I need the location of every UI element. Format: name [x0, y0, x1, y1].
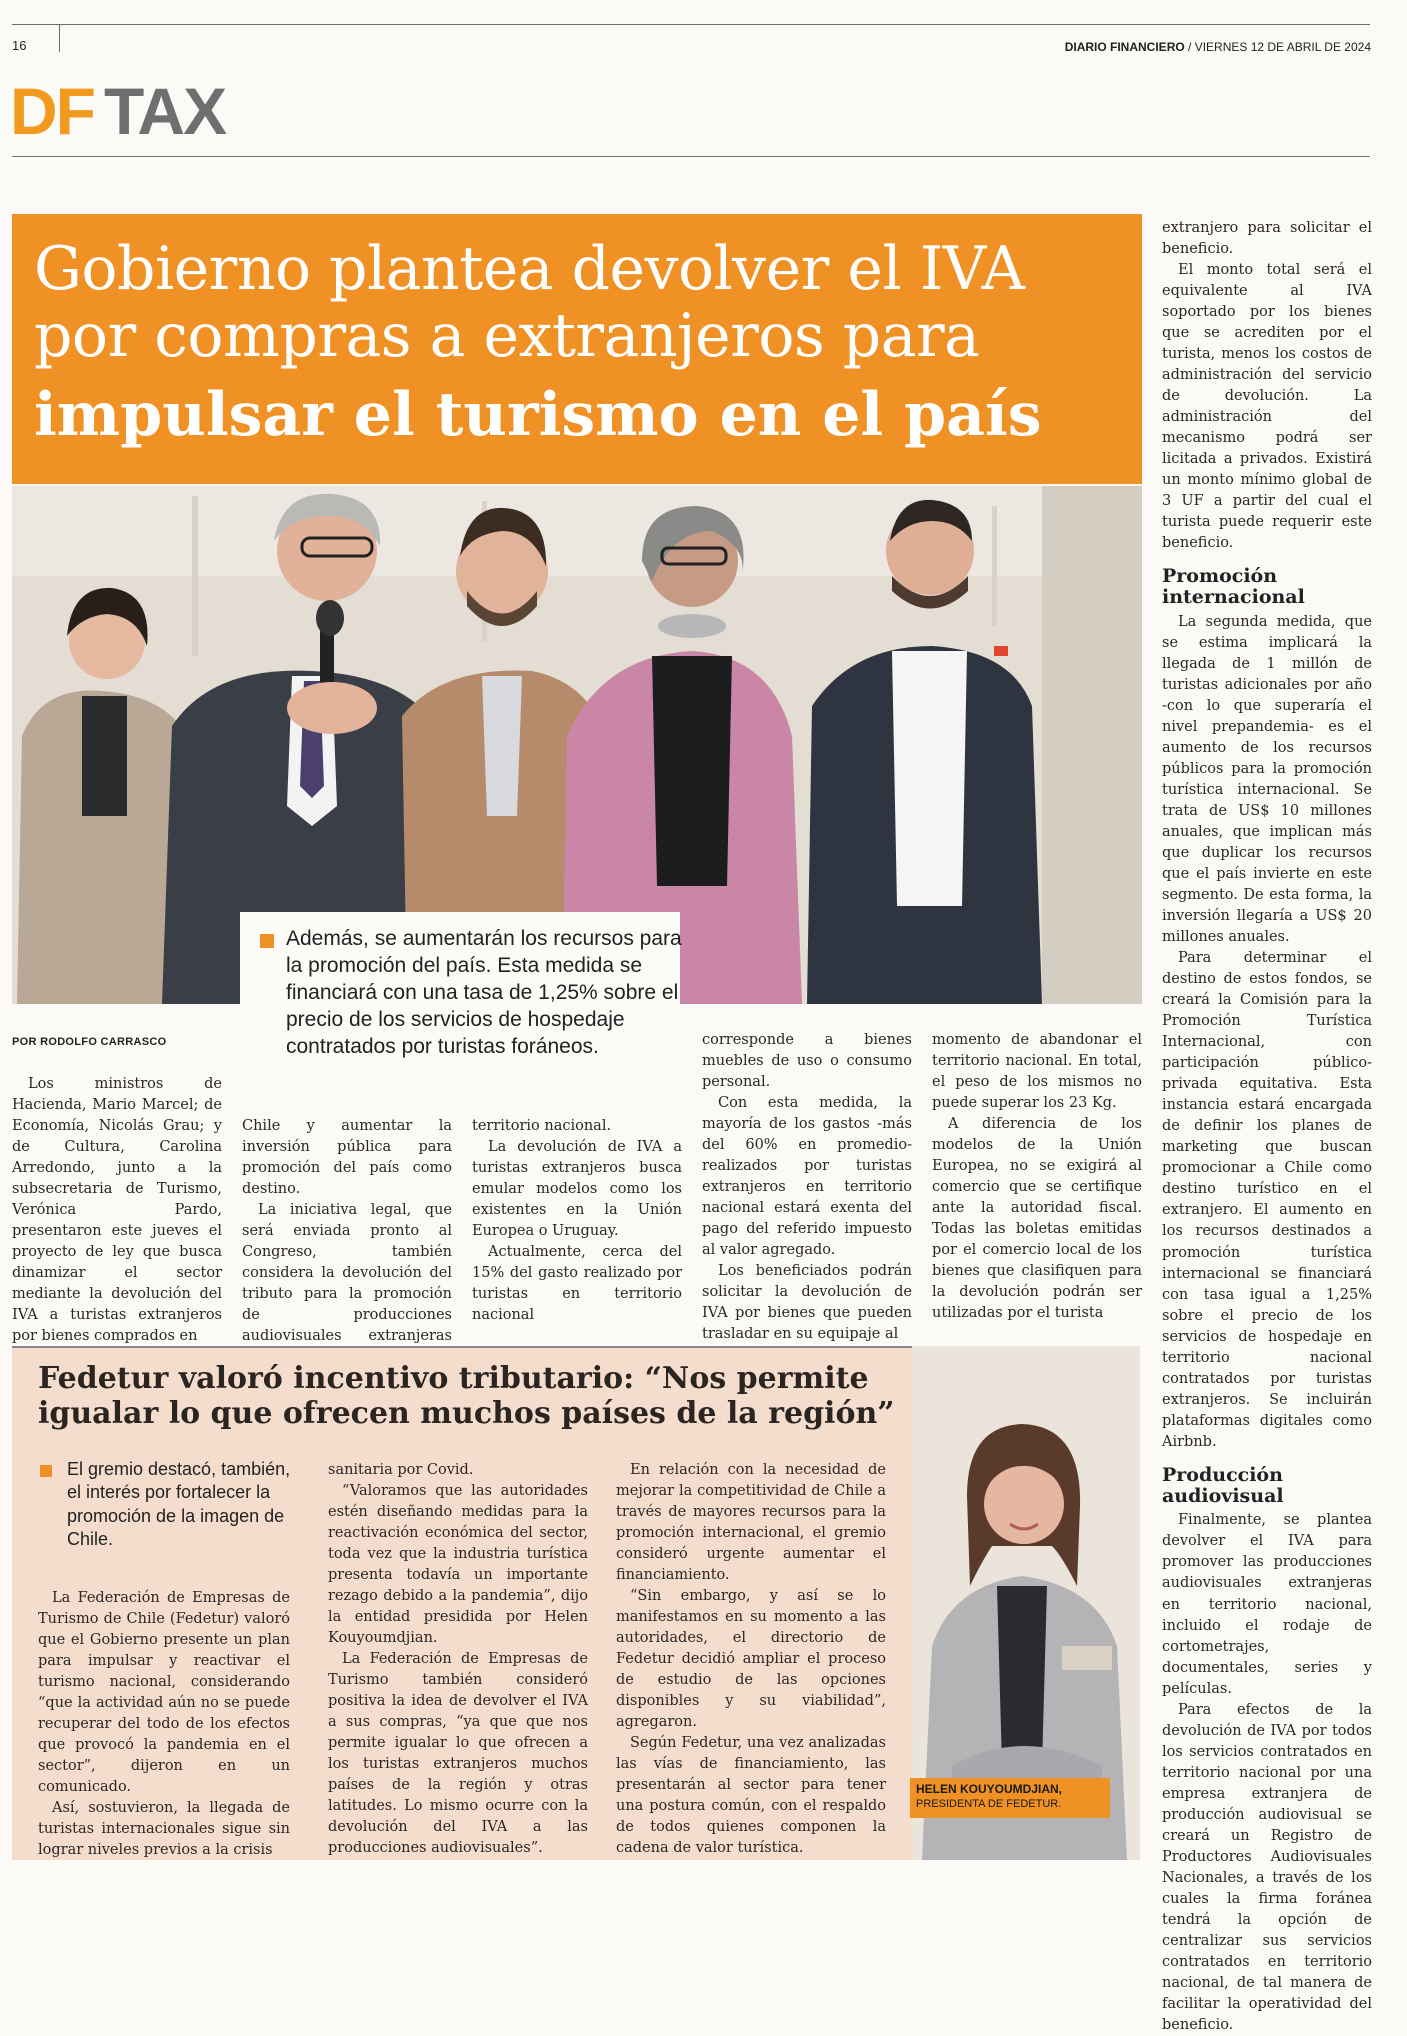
sidebar-column-2 — [328, 1460, 588, 1859]
subheading-produccion: Producción audiovisual — [1162, 1463, 1284, 1507]
paragraph: La devolución de IVA a turistas extranjeros busca emular modelos como los existentes en la Unión Europea o Uruguay. — [472, 1139, 682, 1240]
paragraph: Con esta medida, la mayoría de los gastos -más del 60% en promedio- realizados por turistas extranjeros en territorio nacional estará exenta del pago del referido impuesto al valor agregado. — [702, 1095, 912, 1259]
article-column-3 — [472, 1116, 682, 1326]
paragraph: momento de abandonar el territorio nacional. En total, el peso de los mismos no puede superar los 23 Kg. — [932, 1032, 1142, 1112]
sidebar-rule — [12, 1346, 912, 1348]
sidebar-lead: El gremio destacó, también, el interés por fortalecer la promoción de la imagen de Chile. — [67, 1459, 291, 1550]
byline: POR RODOLFO CARRASCO — [12, 1036, 167, 1048]
paragraph: Así, sostuvieron, la llegada de turistas internacionales sigue sin lograr niveles previos a la crisis — [38, 1800, 290, 1859]
article-column-2 — [242, 1116, 452, 1368]
paragraph: Chile y aumentar la inversión pública para promoción del país como destino. — [242, 1118, 452, 1198]
paragraph: La iniciativa legal, que será enviada pronto al Congreso, también considera la devolución del tributo para la promoción de producciones audiovisuales extranjeras — [242, 1202, 452, 1345]
logo-df: DF — [10, 74, 94, 148]
paragraph: Según Fedetur, una vez analizadas las vías de financiamiento, las presentarán al sector para tener una postura común, con el respaldo de todos quienes componen la cadena de valor turística. — [616, 1735, 886, 1857]
article-right-column — [1162, 218, 1372, 2036]
paragraph: El monto total será el equivalente al IVA soportado por los bienes que se acrediten por el turista, menos los costos de administración del servicio de devolución. La administración del mecanismo podrá ser licitada a privados. Existirá un monto mínimo global de 3 UF a partir del cual el turista puede requerir este beneficio. — [1162, 262, 1372, 552]
sidebar-title: Fedetur valoró incentivo tributario: “Nos permite igualar lo que ofrecen muchos países de la región” — [38, 1361, 895, 1431]
paragraph: corresponde a bienes muebles de uso o consumo personal. — [702, 1032, 912, 1091]
logo-tax: TAX — [103, 74, 226, 148]
paragraph: Para determinar el destino de estos fondos, se creará la Comisión para la Promoción Turística Internacional, con participación público-privada equitativa. Esta instancia estará encargada de definir los planes de marketing que buscan promocionar a Chile como destino turístico en el extranjero. El aumento en los recursos destinados a promoción turística internacional se financiará con tasa igual a 1,25% sobre el precio de los servicios de hospedaje en territorio nacional contratados por turistas extranjeros. Se incluirán plataformas digitales como Airbnb. — [1162, 950, 1372, 1450]
paragraph: Los ministros de Hacienda, Mario Marcel; de Economía, Nicolás Grau; y de Cultura, Carolina Arredondo, junto a la subsecretaria de Turismo, Verónica Pardo, presentaron este jueves el proyecto de ley que busca dinamizar el sector mediante la devolución del IVA a turistas extranjeros por bienes comprados en — [12, 1076, 222, 1345]
bullet-square-icon — [40, 1465, 52, 1477]
paragraph: extranjero para solicitar el beneficio. — [1162, 220, 1372, 258]
article-column-4 — [702, 1030, 912, 1345]
paragraph: sanitaria por Covid. — [328, 1462, 474, 1478]
paragraph: Actualmente, cerca del 15% del gasto realizado por turistas en territorio nacional — [472, 1244, 682, 1324]
subheading-promocion: Promoción internacional — [1162, 565, 1305, 609]
headline — [34, 236, 1025, 370]
caption-name: HELEN KOUYOUMDJIAN, — [916, 1782, 1063, 1796]
sidebar-column-1 — [38, 1588, 290, 1861]
paragraph: La Federación de Empresas de Turismo también consideró positiva la idea de devolver el IVA a sus compras, “ya que que nos permite igualar lo que ofrecen a los turistas extranjeros muchos países de la región y otras latitudes. Lo mismo ocurre con la devolución del IVA a las producciones audiovisuales”. — [328, 1651, 588, 1857]
issue-date: / VIERNES 12 DE ABRIL DE 2024 — [1184, 40, 1371, 54]
page-number: 16 — [12, 38, 27, 53]
paragraph: Finalmente, se plantea devolver el IVA para promover las producciones audiovisuales extranjeras en territorio nacional, incluido el rodaje de cortometrajes, documentales, series y películas. — [1162, 1512, 1372, 1697]
pull-quote: Además, se aumentarán los recursos para la promoción del país. Esta medida se financiará con una tasa de 1,25% sobre el precio de los servicios de hospedaje contratados por turistas foráneos. — [286, 927, 682, 1058]
top-rule — [12, 24, 1370, 25]
article-column-1 — [12, 1074, 222, 1347]
paragraph: La segunda medida, que se estima implicará la llegada de 1 millón de turistas adicionales por año -con lo que superaría el nivel prepandemia- es el aumento de los recursos públicos para la promoción turística internacional. Se trata de US$ 10 millones anuales, que implican más que duplicar los recursos que el país invierte en este segmento. De esta forma, la inversión llegaría a US$ 20 millones anuales. — [1162, 614, 1372, 946]
paragraph: Los beneficiados podrán solicitar la devolución de IVA por bienes que pueden trasladar en su equipaje al — [702, 1263, 912, 1343]
section-logo — [10, 74, 226, 148]
masthead — [1065, 40, 1371, 54]
paragraph: Para efectos de la devolución de IVA por todos los servicios contratados en territorio nacional por una empresa extranjera de producción audiovisual se creará un Registro de Productores Audiovisuales Nacionales, a través de los cuales la firma foránea tendrá la opción de centralizar sus servicios contratados en territorio nacional, de tal manera de facilitar la operatividad del beneficio. — [1162, 1701, 1372, 2033]
article-column-5 — [932, 1030, 1142, 1324]
sidebar-column-3 — [616, 1460, 886, 1859]
paragraph: territorio nacional. — [472, 1118, 612, 1134]
headline-line-1: Gobierno plantea devolver el IVA — [34, 234, 1025, 304]
publication-name: DIARIO FINANCIERO — [1064, 40, 1185, 54]
paragraph: La Federación de Empresas de Turismo de Chile (Fedetur) valoró que el Gobierno presente un plan para impulsar y reactivar el turismo nacional, considerando “que la actividad aún no se puede recuperar del todo de los efectos que provocó la pandemia en el sector”, dijeron en un comunicado. — [38, 1590, 290, 1796]
paragraph: A diferencia de los modelos de la Unión Europea, no se exigirá al comercio que se certifique ante la autoridad fiscal. Todas las boletas emitidas por el comercio local de los bienes que clasifiquen para la devolución podrán ser utilizadas por el turista — [932, 1116, 1142, 1322]
paragraph: En relación con la necesidad de mejorar la competitividad de Chile a través de mayores recursos para la promoción internacional, el gremio consideró urgente aumentar el financiamiento. — [616, 1462, 886, 1584]
bullet-square-icon — [260, 934, 274, 948]
top-separator — [59, 24, 60, 52]
headline-line-2: por compras a extranjeros para — [34, 301, 980, 372]
paragraph: “Valoramos que las autoridades estén diseñando medidas para la reactivación económica del sector, toda vez que la industria turística presenta todavía un importante rezago debido a la pandemia”, dijo la entidad presidida por Helen Kouyoumdjian. — [328, 1483, 588, 1647]
paragraph: “Sin embargo, y así se lo manifestamos en su momento a las autoridades, el directorio de Fedetur decidió ampliar el proceso de estudio de las opciones disponibles y su viabilidad”, agregaron. — [616, 1588, 886, 1731]
caption-role: PRESIDENTA DE FEDETUR. — [916, 1798, 1062, 1810]
section-rule — [12, 156, 1370, 157]
headline-line-3: impulsar el turismo en el país — [34, 380, 1042, 450]
